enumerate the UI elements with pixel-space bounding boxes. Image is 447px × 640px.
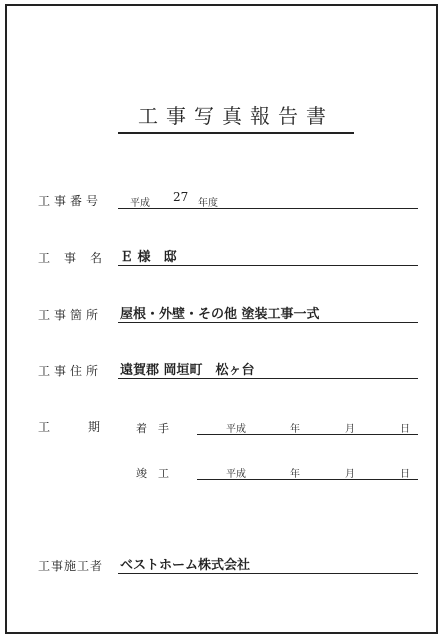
construction-period-label: 工期 [38,420,139,434]
period-start-era: 平成 [226,424,246,435]
construction-number-suffix: 年度 [198,198,218,209]
contractor-underline [118,573,418,574]
construction-number-underline [118,208,418,209]
period-start-year-unit: 年 [290,424,300,435]
construction-number-era: 平成 [130,198,150,209]
period-end-underline [197,479,418,480]
construction-location-label: 工事箇所 [38,308,103,322]
period-end-label: 竣 工 [136,467,169,480]
construction-name-underline [118,265,418,266]
construction-address-underline [118,378,418,379]
contractor-label: 工事施工者 [38,559,104,573]
construction-name-value: Ｅ 様 邸 [120,250,177,265]
period-end-day-unit: 日 [400,469,410,480]
period-end-month-unit: 月 [345,469,355,480]
period-start-day-unit: 日 [400,424,410,435]
construction-name-label: 工事名 [38,251,117,265]
page-title: 工事写真報告書 [118,100,354,134]
contractor-value: ベストホーム株式会社 [120,558,251,573]
period-start-label: 着 手 [136,422,169,435]
construction-address-label: 工事住所 [38,364,103,378]
period-end-year-unit: 年 [290,469,300,480]
construction-number-year: 27 [173,190,189,204]
construction-location-underline [118,322,418,323]
construction-address-value: 遠賀郡 岡垣町 松ヶ台 [120,363,255,378]
period-end-era: 平成 [226,469,246,480]
period-start-month-unit: 月 [345,424,355,435]
construction-location-value: 屋根・外壁・その他 塗装工事一式 [120,307,320,322]
construction-number-label: 工事番号 [38,194,103,208]
period-start-underline [197,434,418,435]
